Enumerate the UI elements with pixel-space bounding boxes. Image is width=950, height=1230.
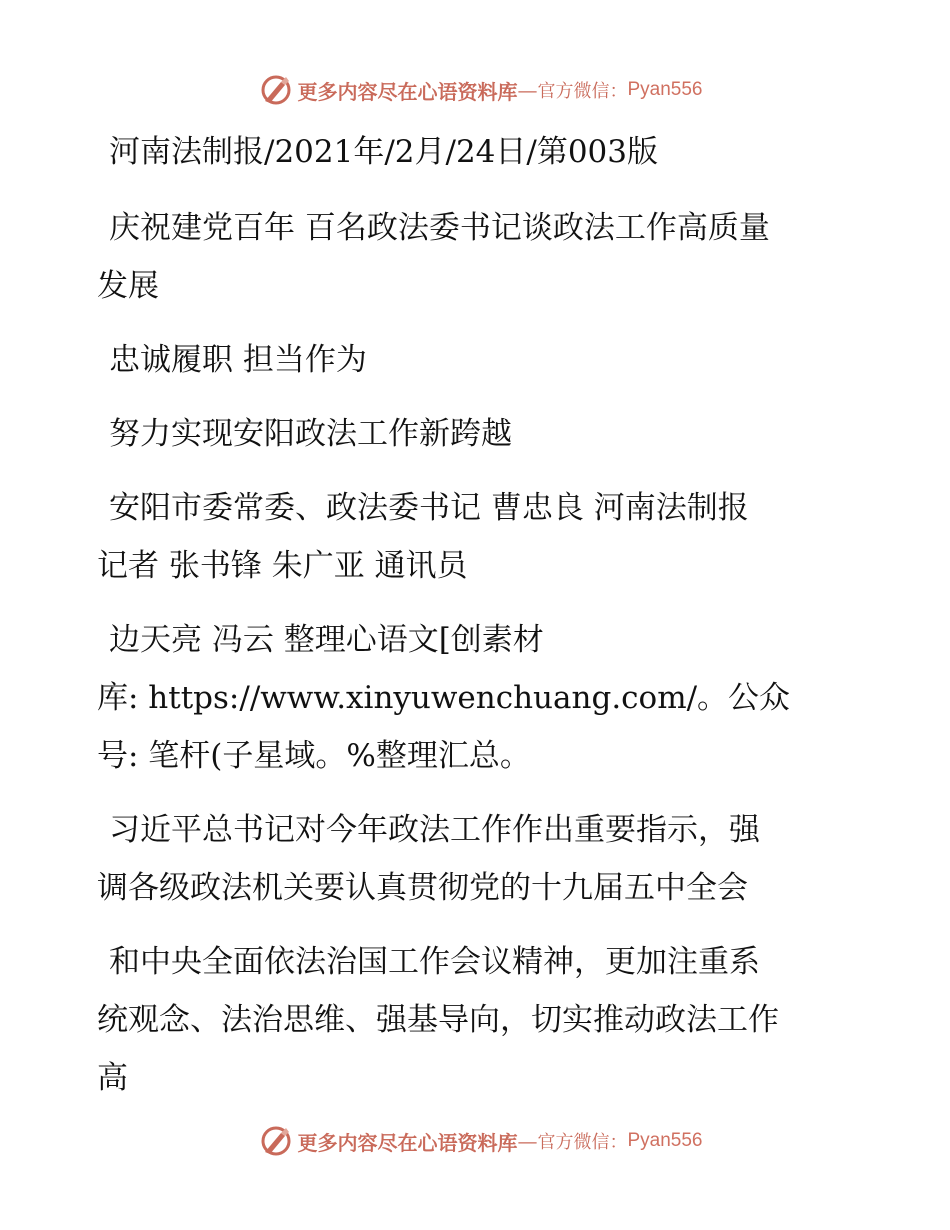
watermark-wechat-id: Pyan556	[627, 79, 703, 100]
watermark-wechat-label: 官方微信：	[537, 81, 628, 102]
pen-logo-icon	[259, 1124, 293, 1158]
watermark-separator: —	[517, 78, 538, 102]
public-account-line: 号: 笔杆(子星域。%整理汇总。	[97, 738, 531, 774]
paragraph-2-line-3: 高	[97, 1060, 128, 1096]
source-url-line: 库: https://www.xinyuwenchuang.com/。公众	[97, 680, 791, 716]
paragraph-1-line-2: 调各级政法机关要认真贯彻党的十九届五中全会	[97, 870, 748, 906]
paragraph-1-line-1: 习近平总书记对今年政法工作作出重要指示，强	[109, 812, 760, 848]
paragraph-2-line-1: 和中央全面依法治国工作会议精神，更加注重系	[109, 944, 760, 980]
subtitle-line-1: 忠诚履职 担当作为	[109, 342, 367, 378]
headline-line-1: 庆祝建党百年 百名政法委书记谈政法工作高质量	[109, 210, 770, 246]
byline-line-3: 边天亮 冯云 整理心语文[创素材	[109, 622, 544, 658]
watermark-main-text: 更多内容尽在心语资料库	[297, 1130, 518, 1155]
byline-line-2: 记者 张书锋 朱广亚 通讯员	[97, 548, 468, 584]
footer-watermark	[0, 1121, 950, 1161]
source-line: 河南法制报/2021年/2月/24日/第003版	[109, 134, 659, 170]
watermark-main-text: 更多内容尽在心语资料库	[297, 79, 518, 104]
byline-line-1: 安阳市委常委、政法委书记 曹忠良 河南法制报	[109, 490, 749, 526]
subtitle-line-2: 努力实现安阳政法工作新跨越	[109, 416, 512, 452]
watermark-group	[259, 73, 702, 107]
watermark-separator: —	[517, 1129, 538, 1153]
watermark-group	[259, 1124, 702, 1158]
paragraph-2-line-2: 统观念、法治思维、强基导向，切实推动政法工作	[97, 1002, 779, 1038]
headline-line-2: 发展	[97, 268, 159, 304]
header-watermark	[0, 70, 950, 110]
watermark-wechat-label: 官方微信：	[537, 1132, 628, 1153]
watermark-wechat-id: Pyan556	[627, 1130, 703, 1151]
pen-logo-icon	[259, 73, 293, 107]
